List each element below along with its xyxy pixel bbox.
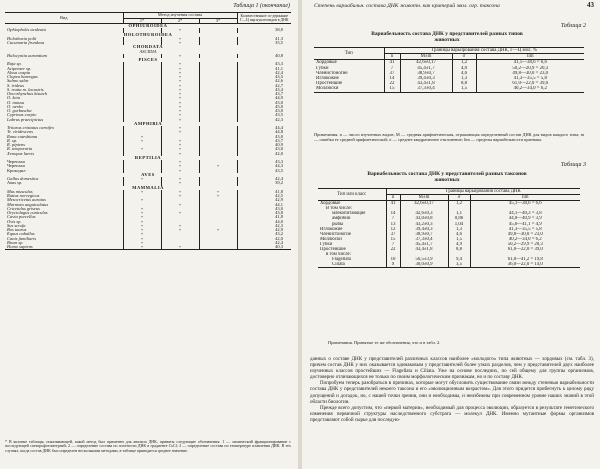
sd-value: 1,2: [452, 60, 476, 66]
sd-value: 1,04: [448, 222, 470, 227]
gc-content-value: 38,0: [275, 28, 284, 33]
taxon-name: в том числе:: [318, 252, 386, 257]
mean-value: 42,6±0,17: [400, 201, 448, 207]
mean-value: 45,4±1,7: [400, 66, 452, 71]
sd-value: 8,8: [448, 247, 470, 252]
species-name: O. masou: [5, 101, 123, 105]
species-name: S. trutta m. lacustris: [5, 88, 123, 92]
gc-content-value: 42,5: [275, 194, 284, 199]
t3-col-n: n: [386, 195, 400, 201]
mean-value: 43,4±1,8: [400, 81, 452, 86]
taxon-group-label: CHORDATA: [132, 45, 164, 50]
method-2-mark: +: [161, 147, 199, 151]
method-1-mark: +: [123, 228, 161, 232]
gc-content-value: 42,3: [275, 223, 284, 228]
species-name: S. irideus: [5, 84, 123, 88]
table1-body: [5, 24, 291, 250]
species-count: 15: [384, 86, 400, 92]
phylum-name: Простейшие: [314, 81, 384, 86]
page-number: 43: [587, 1, 594, 9]
species-name: Sus scrofa: [5, 224, 123, 228]
species-count: 14: [386, 211, 400, 216]
species-name: Oryctolagus cuniculus: [5, 211, 123, 215]
sd-value: 4,9: [448, 242, 470, 247]
method-2-mark: +: [161, 92, 199, 96]
phylum-name: Моллюски: [314, 86, 384, 92]
method-2-mark: +: [161, 181, 199, 185]
limit-range: 41,1—38,6 = 6,6: [513, 60, 547, 66]
species-name: Черепаха: [5, 164, 123, 168]
table2-note: Примечания. n — число изученных видов; M — средняя арифметическая, отражающая определенный состав ДНК для видов каждого типа; m — ошибка ее средней арифметической; σ — среднее квадратичное отклонение; lim — пределы вариабельности признака.: [314, 132, 584, 142]
gc-content-value: 41,8: [275, 189, 284, 194]
method-1-mark: +: [123, 220, 161, 224]
t3-col-type: Тип или класс: [318, 189, 386, 201]
table2-title: Вариабельность состава ДНК у представителей разных типов животных: [371, 31, 523, 44]
t2-col-sd: σ: [452, 54, 476, 60]
species-name: Marmotа unguiculatus: [5, 203, 123, 207]
sd-value: 1,2: [448, 201, 470, 207]
gc-content-value: 42,6: [275, 79, 284, 84]
table3-note: Примечания. Принятые те же обозначения, что и в табл. 2.: [328, 340, 441, 345]
t2-col-n: n: [384, 54, 400, 60]
mean-value: 30,0±0,9: [400, 262, 448, 268]
gc-content-value: 43,3: [275, 160, 284, 165]
method-2-mark: +: [161, 54, 199, 58]
col-content: Количественное со-держание Г—Ц пар нуклеотидов в ДНК: [237, 13, 291, 24]
method-2-mark: +: [161, 28, 199, 32]
sd-value: 4,0: [452, 66, 476, 71]
species-name: Крокодил: [5, 169, 123, 173]
gc-content-value: 43,0: [275, 206, 284, 211]
mean-value: 45,4±1,7: [400, 242, 448, 247]
gc-content-value: 43,3: [275, 62, 284, 67]
method-1-mark: +: [123, 190, 161, 194]
table2-body: [314, 60, 584, 92]
method-2-mark: +: [161, 62, 199, 66]
sd-value: 3,5: [448, 262, 470, 268]
method-3-mark: +: [199, 194, 237, 198]
body-paragraph: данных о составе ДНК у представителей различных классов наиболее «молодого» типа животных — хордовых (см. табл. 3), причем состав ДНК у них оказывается одинаковым у представителей более узких разделов, чем у представителей двух наиболее изученных классов простейших — Flagellata и Ciliata. Уже на основе последних, по сей общему для группы организмов, достоверно отличающихся не только по своим морфологическим признакам, но и по составу ДНК.: [310, 356, 594, 381]
t2-col-lim: lim: [476, 54, 584, 60]
species-name: Cyprinus carpio: [5, 113, 123, 117]
species-count: 15: [386, 237, 400, 242]
table-row: [318, 262, 580, 268]
gc-content-value: 42,0: [275, 236, 284, 241]
species-count: 7: [384, 66, 400, 71]
species-count: 7: [386, 216, 400, 221]
t2-col-type: Тип: [314, 48, 384, 60]
method-1-mark: +: [123, 207, 161, 211]
taxon-name: Членистоногие: [318, 232, 386, 237]
method-2-mark: +: [161, 160, 199, 164]
sd-value: 1,1: [448, 211, 470, 216]
gc-content-value: 41,3: [275, 36, 284, 41]
species-name: O. keta: [5, 96, 123, 100]
species-name: Clupea harengus: [5, 75, 123, 79]
taxon-name: В том числе:: [318, 206, 386, 211]
method-2-mark: +: [161, 96, 199, 100]
mean-value: 42,6±0,17: [400, 60, 452, 66]
method-3-mark: +: [199, 164, 237, 168]
table2: [314, 47, 584, 93]
table3: [318, 188, 580, 268]
limit-range: 50,2—20,9 = 20,3: [512, 65, 549, 71]
col-method-1: 1*: [123, 18, 161, 24]
sd-value: 1,5: [452, 86, 476, 92]
species-name: Cucumaria frondosa: [5, 41, 123, 45]
species-name: Bos taurus: [5, 228, 123, 232]
gc-content-value: 43,2: [275, 232, 284, 237]
species-count: 7: [386, 242, 400, 247]
mean-value: 43,0±0,8: [400, 216, 448, 221]
method-2-mark: +: [161, 67, 199, 71]
gc-content-value: 39,2: [275, 181, 284, 186]
species-name: Mesocricetus auratus: [5, 198, 123, 202]
gc-content-value: 35,5: [275, 41, 284, 46]
species-name: Rattus norvegicus: [5, 194, 123, 198]
species-name: Ophiopholis aculeata: [5, 28, 123, 32]
gc-content-value: 42,4: [275, 70, 284, 75]
sd-value: 4,6: [448, 232, 470, 237]
gc-content-value: 44,0: [275, 219, 284, 224]
taxon-group-label: HOLOTHUROIDEA: [123, 32, 173, 37]
method-2-mark: +: [161, 101, 199, 105]
col-species: Вид: [5, 13, 123, 24]
species-name: Bison sp.: [5, 241, 123, 245]
gc-content-value: 43,0: [275, 134, 284, 139]
body-paragraph: Прежде всего допустим, что «первой материи», необходимый для процесса эволюции, образуется в результате генетического изменения первичной структуры наследственного субстрата — молекул ДНК. Именно мутантные формы организмов представляют собой сырье для последую-: [310, 404, 594, 423]
species-name: R. pipiens: [5, 143, 123, 147]
method-1-mark: +: [123, 177, 161, 181]
species-name: Halocyntia aurantium: [5, 54, 123, 58]
species-name: Oncorhynchus kisutch: [5, 92, 123, 96]
taxon-name: амфибии: [318, 216, 386, 221]
gc-content-value: 40,9: [275, 143, 284, 148]
method-2-mark: +: [161, 190, 199, 194]
table-row: [5, 245, 291, 250]
gc-content-value: 42,4: [275, 177, 284, 182]
species-name: Gallus domestica: [5, 177, 123, 181]
mean-value: 42,6±0,3: [400, 211, 448, 216]
phylum-name: Губки: [314, 66, 384, 71]
sd-value: 4,6: [452, 71, 476, 76]
limit-range: 40,2—34,0 = 6,2: [508, 236, 542, 242]
gc-content-value: 42,9: [275, 228, 284, 233]
species-name: R. sp.: [5, 139, 123, 143]
gc-content-value: 43,0: [275, 147, 284, 152]
gc-content-value: 42,4: [275, 240, 284, 245]
phylum-name: Иглокожие: [314, 76, 384, 81]
table1-caption: Таблица 1 (окончание): [233, 3, 290, 9]
gc-content-value: 41,8: [275, 215, 284, 220]
species-count: 37: [384, 71, 400, 76]
phylum-name: Членистоногие: [314, 71, 384, 76]
taxon-group-label: REPTILIA: [134, 155, 162, 160]
species-count: 37: [386, 232, 400, 237]
method-1-mark: +: [123, 232, 161, 236]
method-2-mark: +: [161, 113, 199, 117]
gc-content-value: 44,3: [275, 164, 284, 169]
mean-value: 43,2±0,3: [400, 222, 448, 227]
species-name: Salmo salar: [5, 79, 123, 83]
phylum-name: Хордовые: [314, 60, 384, 66]
limit-range: 49,8—30,0 = 23,0: [507, 231, 543, 237]
gc-content-value: 43,7: [275, 138, 284, 143]
mean-value: 38,9±0,7: [400, 232, 448, 237]
method-2-mark: +: [161, 211, 199, 215]
t2-col-range: Границы варьирования состава ДНК, Г—Ц мол. %: [384, 48, 584, 54]
method-1-mark: +: [123, 215, 161, 219]
method-1-mark: +: [123, 211, 161, 215]
method-2-mark: +: [161, 245, 199, 250]
species-name: Holothuria polii: [5, 37, 123, 41]
species-name: Черепаха: [5, 160, 123, 164]
limit-range: 44,8—40,9 = 3,9: [508, 216, 542, 222]
species-name: R. temporaria: [5, 147, 123, 151]
method-2-mark: +: [161, 88, 199, 92]
taxon-name: Губки: [318, 242, 386, 247]
species-name: Xenopus laevis: [5, 152, 123, 156]
method-2-mark: +: [161, 143, 199, 147]
method-2-mark: +: [161, 41, 199, 45]
species-count: 13: [386, 222, 400, 227]
t3-col-sd: σ: [448, 195, 470, 201]
species-name: Labrus praecipictus: [5, 118, 123, 122]
t3-col-range: Границы варьирования состава ДНК: [386, 189, 580, 195]
limit-range: 36,0—22,0 = 14,0: [507, 262, 543, 268]
limit-range: 61,0—22,0 = 39,0: [507, 247, 543, 253]
method-2-mark: +: [161, 126, 199, 130]
mean-value: 43,4±1,8: [400, 247, 448, 252]
mean-value: 56,5±3,9: [400, 257, 448, 262]
species-name: Canis familiaris: [5, 237, 123, 241]
limit-range: 61,0—22,0 = 39,0: [512, 81, 549, 87]
limit-range: 50,2—29,9 = 20,3: [507, 241, 543, 247]
gc-content-value: 43,0: [275, 109, 284, 114]
species-name: Acipenser sp.: [5, 67, 123, 71]
method-3-mark: +: [199, 228, 237, 232]
sd-value: 8,8: [452, 81, 476, 86]
species-name: Tr. viridescens: [5, 130, 123, 134]
taxon-name: Простейшие: [318, 247, 386, 252]
method-1-mark: +: [123, 198, 161, 202]
gc-content-value: 42,0: [275, 151, 284, 156]
method-2-mark: +: [161, 37, 199, 41]
sd-value: 1,3: [452, 76, 476, 81]
method-1-mark: +: [123, 135, 161, 139]
method-2-mark: +: [161, 79, 199, 83]
method-1-mark: +: [123, 224, 161, 228]
left-page: [0, 0, 298, 469]
body-paragraph: Попробуем теперь разобраться в причинах, которые могут обусловить существование связи между степенью вариабельности состава ДНК у представителей некоего таксона и его «эволюционным возрастом». Для этого придется прибегнуть к целому ряду допущений и догадок, но, с нашей точки зрения, они и необходимы, и неизбежны при современном уровне наших знаний в этой области биологии.: [310, 380, 594, 405]
species-name: Homo sapiens: [5, 245, 123, 250]
col-method-3: 3*: [199, 18, 237, 24]
species-name: Equus caballus: [5, 232, 123, 236]
col-method-2: 2*: [161, 18, 199, 24]
species-name: Cricetulus griseus: [5, 207, 123, 211]
method-2-mark: +: [161, 152, 199, 156]
method-2-mark: +: [161, 109, 199, 113]
species-name: Anas sp.: [5, 181, 123, 185]
taxon-name: Моллюски: [318, 237, 386, 242]
gc-content-value: 43,4: [275, 87, 284, 92]
method-2-mark: +: [161, 194, 199, 198]
taxon-name: рыбы: [318, 222, 386, 227]
gc-content-value: 44,1: [275, 202, 284, 207]
mean-value: 39,4±0,3: [400, 227, 448, 232]
method-2-mark: +: [161, 84, 199, 88]
gc-content-value: 42,3: [275, 117, 284, 122]
taxon-name: млекопитающие: [318, 211, 386, 216]
table1: [5, 12, 291, 250]
species-count: 22: [384, 81, 400, 86]
method-2-mark: +: [161, 130, 199, 134]
gc-content-value: 44,8: [275, 130, 284, 135]
species-name: O. nerka: [5, 105, 123, 109]
gc-content-value: 40,8: [275, 53, 284, 58]
method-2-mark: +: [161, 75, 199, 79]
limit-range: 40,2—34,0 = 6,2: [513, 86, 547, 92]
method-2-mark: +: [161, 71, 199, 75]
species-name: Rana catesbiana: [5, 135, 123, 139]
method-2-mark: +: [161, 118, 199, 122]
taxon-subgroup-label: ASCIDIA: [139, 49, 157, 54]
species-count: 14: [384, 76, 400, 81]
gc-content-value: 41,1: [275, 66, 284, 71]
method-2-mark: +: [161, 105, 199, 109]
method-1-mark: +: [123, 139, 161, 143]
gc-content-value: 43,5: [275, 168, 284, 173]
gc-content-value: 43,5: [275, 113, 284, 118]
taxon-group-label: MAMMALIA: [132, 185, 164, 190]
t3-col-lim: lim: [470, 195, 580, 201]
table3-caption: Таблица 3: [560, 162, 586, 168]
limit-range: 41,3—35,5 = 5,8: [513, 76, 547, 82]
limit-range: 49,8—30,0 = 23,0: [512, 70, 549, 76]
method-2-mark: +: [161, 228, 199, 232]
t2-col-mean: M±m: [400, 54, 452, 60]
col-methods: Метод изучения состава: [123, 13, 237, 19]
gc-content-value: 43,0: [275, 100, 284, 105]
limit-range: 41,3—35,5 = 5,8: [508, 226, 542, 232]
mean-value: 37,3±0,4: [400, 86, 452, 92]
sd-value: 9,4: [448, 257, 470, 262]
limit-range: 45,0—41,1 = 4,9: [508, 221, 542, 227]
t3-col-mean: M±m: [400, 195, 448, 201]
method-1-mark: +: [123, 241, 161, 245]
gc-content-value: 42,9: [275, 198, 284, 203]
table3-body: [318, 201, 580, 268]
taxon-name: Flagellata: [318, 257, 386, 262]
taxon-group-label: PISCES: [138, 58, 158, 63]
taxon-name: Ciliata: [318, 262, 386, 268]
body-text: [310, 356, 594, 423]
sd-value: 0,86: [448, 216, 470, 221]
taxon-group-label: AVES: [141, 172, 155, 177]
method-1-mark: +: [123, 237, 161, 241]
table1-footnote: * В колонке таблицы, показывающей, какой метод был применен для анализа ДНК, приняты следующие обозначения: 1 — химический фракционирование с последующей спектрофотометрией; 2 — определение состава по плотности ДНК в градиенте CsCl; 3 — определение состава по температуре плавления ДНК. В тех случаях, когда состав ДНК был определен несколькими методами, в таблице приводится среднее значение.: [5, 439, 291, 453]
species-count: 12: [386, 227, 400, 232]
species-name: Cavia porcellus: [5, 215, 123, 219]
taxon-name: Хордовые: [318, 201, 386, 207]
limit-range: 44,1—40,3 = 3,8: [508, 211, 542, 217]
taxon-group-label: AMPHIBIA: [134, 121, 163, 126]
limit-range: 45,1—38,6 = 6,6: [508, 201, 542, 207]
method-2-mark: +: [161, 164, 199, 168]
gc-content-value: 40,3: [275, 245, 284, 250]
species-count: 9: [386, 262, 400, 268]
species-count: 41: [384, 60, 400, 66]
method-2-mark: +: [161, 224, 199, 228]
table-row: [314, 86, 584, 92]
species-count: 22: [386, 247, 400, 252]
gc-content-value: 43,5: [275, 75, 284, 80]
gc-content-value: 43,8: [275, 211, 284, 216]
gc-content-value: 43,7: [275, 92, 284, 97]
method-2-mark: +: [161, 169, 199, 173]
species-name: Mus musculus: [5, 190, 123, 194]
gc-content-value: 45,0: [275, 104, 284, 109]
method-2-mark: +: [161, 139, 199, 143]
taxon-name: Иглокожие: [318, 227, 386, 232]
limit-range: 61,0—41,2 = 19,8: [507, 257, 543, 263]
mean-value: 38,9±0,7: [400, 71, 452, 76]
species-name: Triturus cristatus carnifex: [5, 126, 123, 130]
method-1-mark: +: [123, 147, 161, 151]
method-1-mark: +: [123, 245, 161, 250]
right-page: [302, 0, 600, 469]
method-3-mark: +: [199, 190, 237, 194]
species-name: Ovis sp.: [5, 220, 123, 224]
method-3-mark: [199, 245, 237, 250]
sd-value: 1,5: [448, 237, 470, 242]
gc-content-value: 44,4: [275, 126, 284, 131]
species-name: Alosa caspia: [5, 71, 123, 75]
species-name: Raja sp.: [5, 62, 123, 66]
gc-content-value: 44,9: [275, 96, 284, 101]
table3-title: Вариабельность состава ДНК у представителей разных таксонов животных: [367, 171, 527, 184]
mean-value: 39,4±0,3: [400, 76, 452, 81]
species-count: 10: [386, 257, 400, 262]
mean-value: 37,3±0,4: [400, 237, 448, 242]
running-head: Степень вариабильн. состава ДНК животн. как критерий эвол. огр. таксона: [314, 3, 500, 9]
gc-content-value: 42,7: [275, 83, 284, 88]
species-count: 41: [386, 201, 400, 207]
sd-value: 1,3: [448, 227, 470, 232]
species-name: O. gorbuscha: [5, 109, 123, 113]
method-2-mark: +: [161, 177, 199, 181]
taxon-group-label: OPHIUROIDEA: [128, 23, 168, 29]
table2-caption: Таблица 2: [560, 23, 586, 29]
method-2-mark: +: [161, 203, 199, 207]
